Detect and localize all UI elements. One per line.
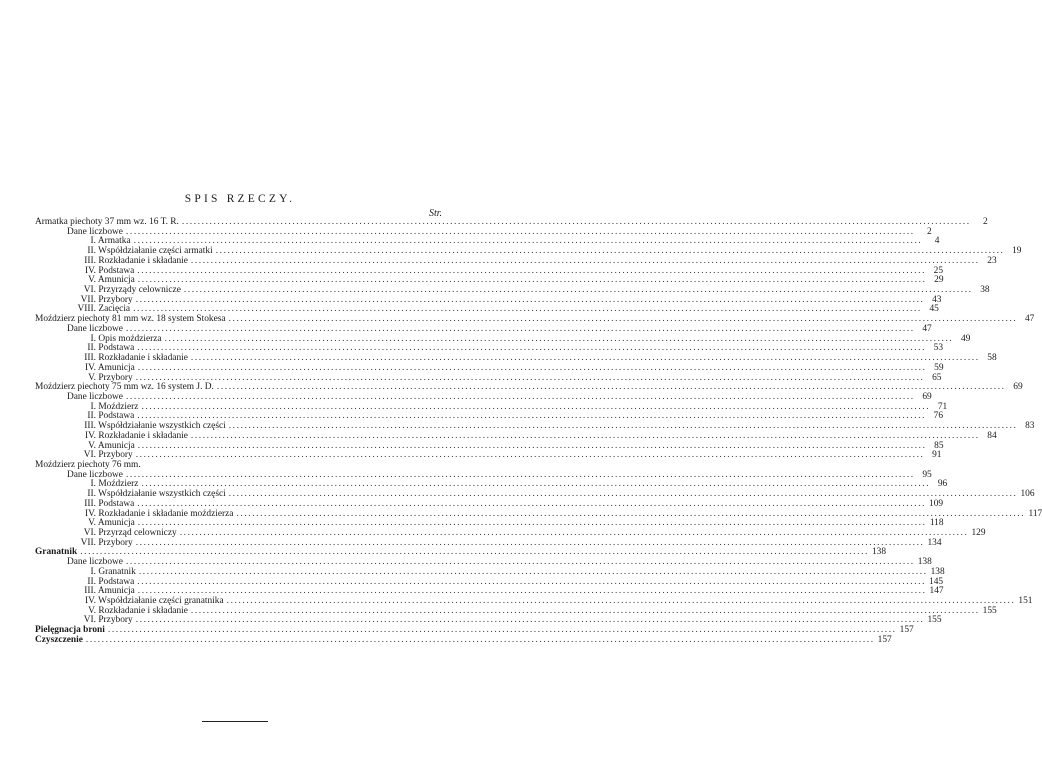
toc-entry-label: Moździerz piechoty 76 mm. [35,459,141,470]
toc-entry-page: 2 [927,226,932,237]
toc-entry-label: VII. Przybory [80,537,133,548]
toc-entry-page: 109 [929,498,944,509]
toc-leader-dots: ........................................................................................................................................................................................................ [228,421,1018,432]
toc-entry-page: 29 [934,275,944,286]
toc-entry-label: III. Rozkładanie i składanie [84,353,188,364]
toc-leader-dots: ........................................................................................................................................................................................................ [181,217,971,227]
toc-entry-label: Czyszczenie [35,634,83,645]
toc-leader-dots: ........................................................................................................................................................................................................ [190,605,980,616]
toc-entry-label: Dane liczbowe [67,557,123,568]
toc-leader-dots: ........................................................................................................................................................................................................ [137,440,927,451]
toc-leader-dots: ........................................................................................................................................................................................................ [190,255,980,266]
toc-entry-label: VIII. Zacięcia [77,304,131,315]
toc-leader-dots: ........................................................................................................................................................................................................ [183,285,973,296]
toc-leader-dots: ........................................................................................................................................................................................................ [216,382,1006,393]
toc-leader-dots: ........................................................................................................................................................................................................ [137,586,927,597]
toc-leader-dots: ........................................................................................................................................................................................................ [135,294,925,305]
toc-leader-dots: ........................................................................................................................................................................................................ [125,557,915,568]
toc-leader-dots: ........................................................................................................................................................................................................ [179,528,969,538]
toc-entry-page: 134 [927,537,942,548]
page-column-header: Str. [428,208,442,219]
toc-entry-page: 129 [971,528,986,538]
toc-entry-page: 138 [930,566,945,577]
toc-entry-label: VI. Przybory [83,615,133,626]
toc-entry-label: VI. Przyrząd celowniczy [83,528,177,538]
table-of-contents [35,217,1042,646]
toc-entry-label: Granatnik [35,547,78,558]
toc-entry-page: 69 [1013,382,1023,393]
toc-entry-label: Moździerz piechoty 75 mm wz. 16 system J. D. [35,382,214,393]
toc-entry-page: 25 [933,265,944,276]
toc-entry-page: 138 [917,557,932,568]
toc-entry-label: Dane liczbowe [67,391,123,402]
toc-entry-label: I. Moździerz [90,401,139,412]
toc-entry-label: I. Granatnik [90,566,136,577]
toc-leader-dots: ........................................................................................................................................................................................................ [135,615,925,626]
toc-entry-label: V. Przybory [88,372,133,383]
toc-entry-page: 19 [1012,246,1022,257]
toc-leader-dots: ........................................................................................................................................................................................................ [137,576,927,587]
toc-leader-dots: ........................................................................................................................................................................................................ [190,353,980,364]
toc-entry-page: 147 [929,586,944,597]
toc-entry-page: 145 [929,576,944,587]
toc-leader-dots: ........................................................................................................................................................................................................ [135,537,925,548]
toc-leader-dots: ........................................................................................................................................................................................................ [137,411,927,422]
toc-leader-dots: ........................................................................................................................................................................................................ [135,450,925,461]
toc-leader-dots: ........................................................................................................................................................................................................ [125,226,915,237]
toc-entry-page: 58 [987,353,997,364]
toc-entry-label: Pielęgnacja broni [35,625,105,636]
toc-leader-dots: ........................................................................................................................................................................................................ [236,508,1026,519]
toc-leader-dots: ........................................................................................................................................................................................................ [135,372,925,383]
toc-entry-page: 53 [933,343,944,354]
toc-entry-page: 83 [1025,421,1035,432]
toc-entry-page: 155 [982,605,997,616]
toc-entry-label: IV. Rozkładanie i składanie moździerza [84,508,234,519]
toc-leader-dots: ........................................................................................................................................................................................................ [215,246,1005,257]
toc-entry-page: 47 [1024,314,1035,325]
toc-entry-page: 138 [871,547,887,558]
toc-leader-dots: ........................................................................................................................................................................................................ [107,625,897,636]
toc-entry-label: III. Podstawa [84,498,135,509]
toc-entry-page: 85 [934,440,944,451]
toc-leader-dots: ........................................................................................................................................................................................................ [137,265,927,276]
toc-leader-dots: ........................................................................................................................................................................................................ [137,343,927,354]
toc-entry-label: VII. Przybory [80,294,133,305]
toc-entry-page: 47 [922,323,932,334]
toc-entry-page: 38 [980,285,990,296]
toc-entry-label: III. Rozkładanie i składanie [84,255,188,266]
toc-entry-label: V. Amunicja [88,440,135,451]
toc-entry-label: I. Opis moździerza [90,333,162,344]
toc-entry-page: 45 [929,304,939,315]
toc-leader-dots: ........................................................................................................................................................................................................ [190,430,980,441]
toc-leader-dots: ........................................................................................................................................................................................................ [164,333,954,344]
toc-leader-dots: ........................................................................................................................................................................................................ [228,489,1018,500]
toc-entry-page: 4 [934,236,940,247]
toc-entry-page: 157 [877,634,892,645]
toc-leader-dots: ........................................................................................................................................................................................................ [137,362,927,373]
toc-entry-label: IV. Amunicja [84,362,135,373]
toc-entry-label: V. Amunicja [88,518,135,529]
toc-entry-page: 117 [1028,508,1042,519]
toc-entry-label: Armatka piechoty 37 mm wz. 16 T. R. [35,217,179,227]
toc-entry-page: 43 [932,294,942,305]
toc-entry-page: 95 [922,469,932,480]
toc-leader-dots: ........................................................................................................................................................................................................ [133,304,922,315]
toc-leader-dots: ........................................................................................................................................................................................................ [133,236,923,247]
toc-entry-page: 106 [1020,489,1035,500]
toc-entry-page: 71 [937,401,948,412]
toc-entry-page: 65 [932,372,942,383]
toc-entry-label: IV. Rozkładanie i składanie [84,430,188,441]
toc-entry-label: V. Amunicja [88,275,135,286]
toc-entry-label: V. Rozkładanie i składanie [88,605,188,616]
toc-entry-label: II. Współdziałanie wszystkich części [87,489,226,500]
toc-entry-label: VI. Przybory [83,450,133,461]
toc-leader-dots: ........................................................................................................................................................................................................ [137,518,927,529]
toc-leader-dots: ........................................................................................................................................................................................................ [125,469,915,480]
toc-entry-label: III. Amunicja [84,586,135,597]
toc-entry-page: 2 [982,217,988,227]
toc-leader-dots: ........................................................................................................................................................................................................ [141,401,931,412]
page-title: SPIS RZECZY. [184,193,296,205]
toc-entry-page: 91 [932,450,942,461]
toc-entry-label: Dane liczbowe [67,323,123,334]
toc-leader-dots: ........................................................................................................................................................................................................ [228,314,1018,325]
toc-entry-label: I. Moździerz [90,479,139,490]
toc-entry-label: VI. Przyrządy celownicze [83,285,181,296]
toc-entry-page: 84 [987,430,997,441]
toc-entry-page: 151 [1018,596,1033,607]
toc-leader-dots: ........................................................................................................................................................................................................ [85,634,875,645]
toc-entry-page: 76 [933,411,944,422]
toc-entry-page: 69 [922,391,932,402]
toc-entry-label: Dane liczbowe [67,469,123,480]
toc-entry-page: 23 [987,255,997,266]
bottom-rule [202,721,268,722]
toc-entry-label: Dane liczbowe [67,226,123,237]
toc-entry-page: 157 [899,625,914,636]
toc-leader-dots: ........................................................................................................................................................................................................ [125,391,915,402]
toc-entry-label: II. Podstawa [87,343,135,354]
toc-entry-label: II. Współdziałanie części armatki [87,246,213,257]
toc-entry [35,634,892,646]
toc-entry-page: 96 [937,479,948,490]
toc-leader-dots: ........................................................................................................................................................................................................ [125,323,915,334]
toc-leader-dots: ........................................................................................................................................................................................................ [137,498,927,509]
toc-entry-label: IV. Współdziałanie części granatnika [84,596,224,607]
toc-entry-label: III. Współdziałanie wszystkich części [84,421,226,432]
toc-entry-page: 49 [960,333,971,344]
toc-entry-label: I. Armatka [90,236,131,247]
toc-leader-dots: ........................................................................................................................................................................................................ [141,479,931,490]
toc-entry-label: IV. Podstawa [84,265,135,276]
toc-leader-dots: ........................................................................................................................................................................................................ [137,275,927,286]
toc-entry-page: 59 [934,362,944,373]
toc-entry-page: 155 [927,615,942,626]
toc-entry-label: Moździerz piechoty 81 mm wz. 18 system Stokesa [35,314,226,325]
toc-entry-label: II. Podstawa [87,576,135,587]
toc-leader-dots: ........................................................................................................................................................................................................ [80,547,869,558]
toc-leader-dots: ........................................................................................................................................................................................................ [138,566,928,577]
toc-entry-label: II. Podstawa [87,411,135,422]
toc-leader-dots: ........................................................................................................................................................................................................ [226,596,1016,607]
toc-entry-page: 118 [929,518,944,529]
